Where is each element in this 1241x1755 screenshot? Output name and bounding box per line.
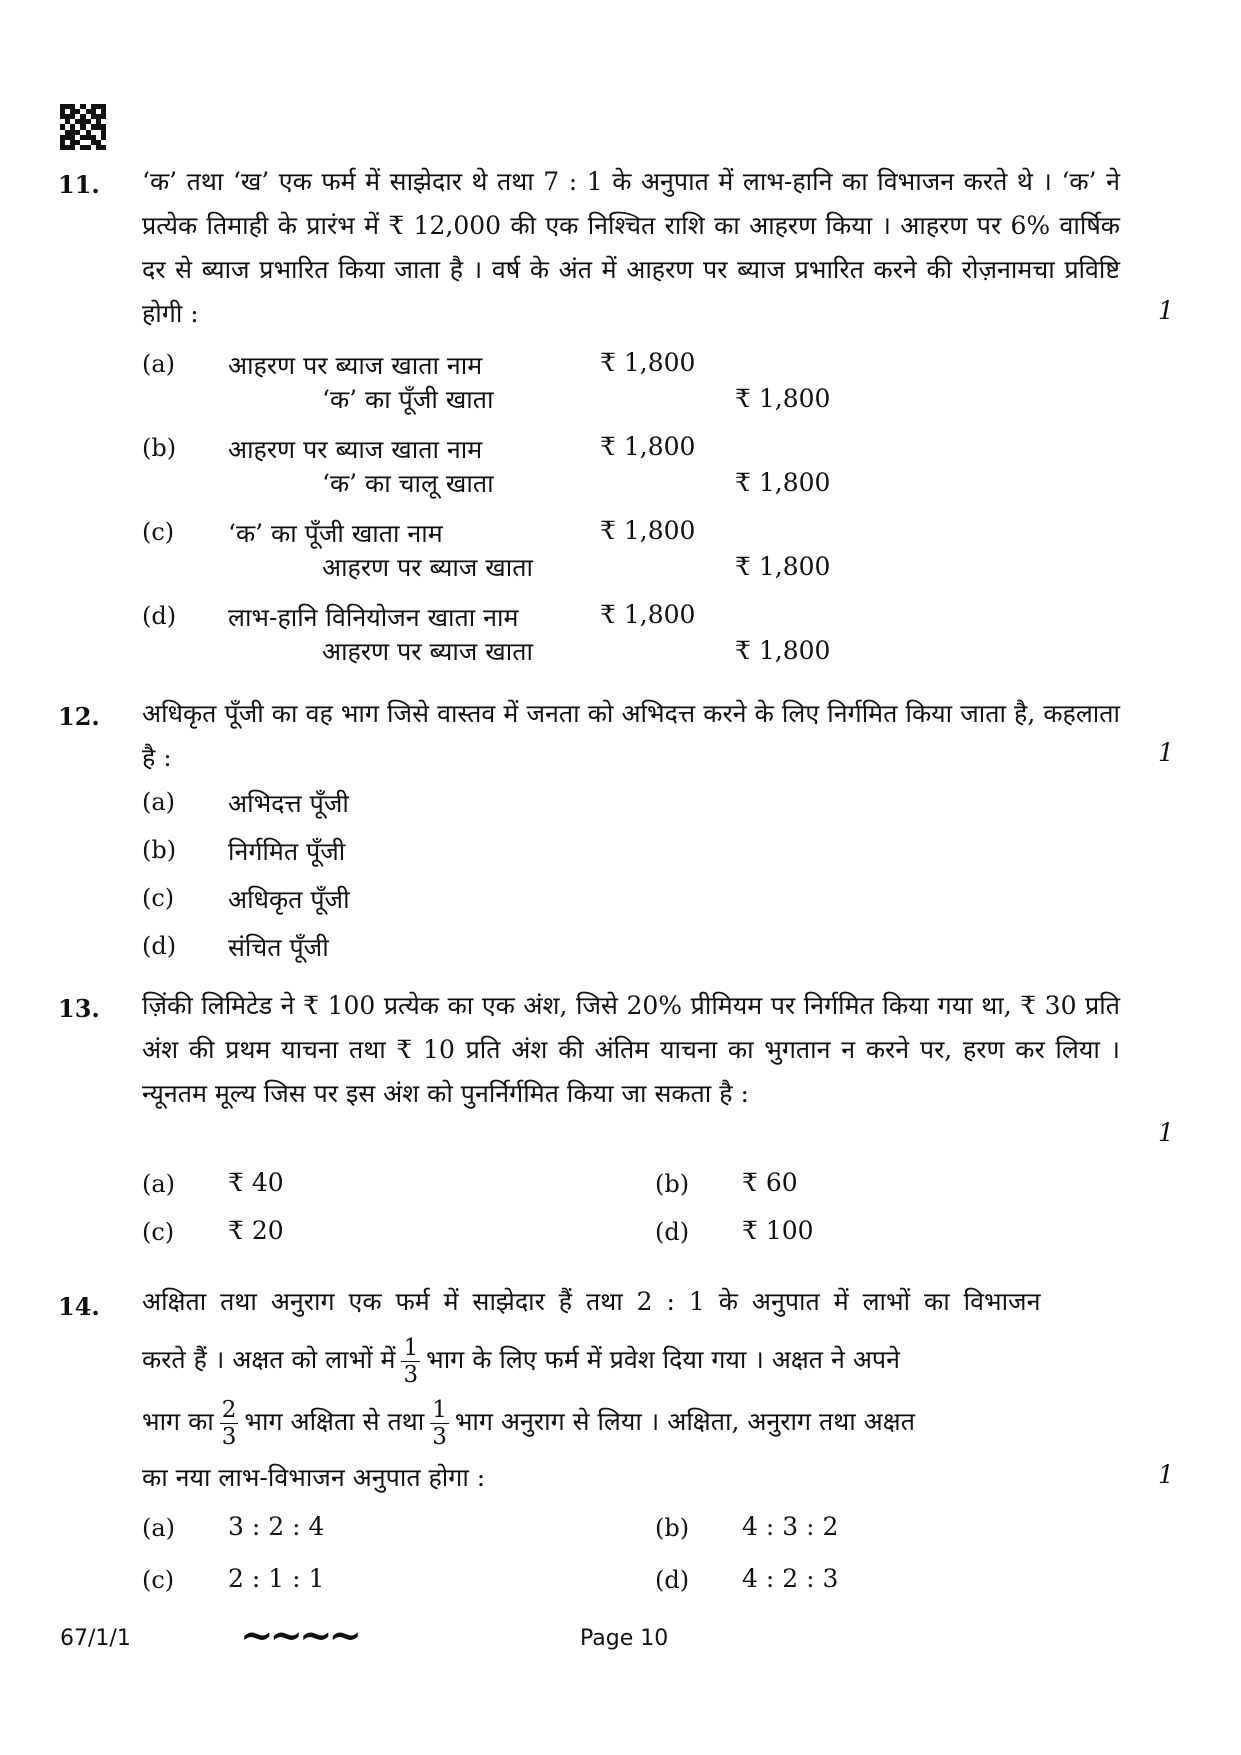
tilde-ornament: ~~~~ — [240, 1612, 359, 1659]
fraction-numerator: 1 — [432, 1397, 447, 1423]
option-letter: (c) — [142, 1218, 175, 1246]
question-line-3 — [142, 1392, 1120, 1452]
debit-entry: ‘क’ का पूँजी खाता नाम — [228, 519, 443, 548]
option-text: ₹ 20 — [228, 1216, 284, 1245]
option-letter: (a) — [142, 1170, 176, 1198]
option-text: ₹ 40 — [228, 1168, 284, 1197]
option-letter: (b) — [655, 1170, 690, 1198]
question-text: ज़िंकी लिमिटेड ने ₹ 100 प्रत्येक का एक अंश, जिसे 20% प्रीमियम पर निर्गमित किया गया था, ₹ 30 प्रति अंश की प्रथम याचना तथा ₹ 10 प्रति अंश की अंतिम याचना का भुगतान न करने पर, हरण कर लिया । न्यूनतम मूल्य जिस पर इस अंश को पुनर्निर्गमित किया जा सकता है : — [142, 991, 1120, 1108]
debit-entry: आहरण पर ब्याज खाता नाम — [228, 435, 483, 464]
fraction-denominator: 3 — [221, 1424, 237, 1450]
option-letter: (a) — [142, 788, 176, 816]
fraction-denominator: 3 — [403, 1362, 419, 1388]
text-segment: भाग अक्षिता से तथा — [244, 1407, 425, 1436]
debit-amount: ₹ 1,800 — [600, 432, 696, 461]
question-number: 12. — [58, 702, 100, 731]
question-number: 13. — [58, 994, 100, 1023]
question-line-4: का नया लाभ-विभाजन अनुपात होगा : — [142, 1463, 486, 1492]
text-segment: भाग के लिए फर्म में प्रवेश दिया गया । अक्षत ने अपने — [426, 1345, 900, 1374]
debit-amount: ₹ 1,800 — [600, 600, 696, 629]
credit-amount: ₹ 1,800 — [735, 636, 831, 665]
option-letter: (d) — [142, 932, 177, 960]
option-letter: (a) — [142, 1514, 176, 1542]
option-letter: (c) — [142, 1566, 175, 1594]
debit-entry: आहरण पर ब्याज खाता नाम — [228, 351, 483, 380]
credit-entry: ‘क’ का पूँजी खाता — [322, 385, 494, 414]
option-text: ₹ 60 — [742, 1168, 798, 1197]
credit-entry: आहरण पर ब्याज खाता — [322, 553, 533, 582]
marks: 1 — [1158, 1118, 1174, 1147]
credit-entry: आहरण पर ब्याज खाता — [322, 637, 533, 666]
option-letter: (b) — [142, 434, 177, 462]
question-text: ‘क’ तथा ‘ख’ एक फर्म में साझेदार थे तथा 7 : 1 के अनुपात में लाभ-हानि का विभाजन करते थे । ‘क’ ने प्रत्येक तिमाही के प्रारंभ में ₹ 12,000 की एक निश्चित राशि का आहरण किया । आहरण पर 6% वार्षिक दर से ब्याज प्रभारित किया जाता है । वर्ष के अंत में आहरण पर ब्याज प्रभारित करने की रोज़नामचा प्रविष्टि होगी : — [142, 167, 1120, 328]
question-line-2 — [142, 1330, 1120, 1390]
marks: 1 — [1158, 1460, 1174, 1489]
credit-amount: ₹ 1,800 — [735, 384, 831, 413]
text-segment: भाग अनुराग से लिया । अक्षिता, अनुराग तथा अक्षत — [454, 1407, 915, 1436]
option-text: 3 : 2 : 4 — [228, 1512, 325, 1541]
fraction-one-third — [401, 1335, 420, 1388]
option-text: अधिकृत पूँजी — [228, 885, 350, 914]
option-text: 4 : 3 : 2 — [742, 1512, 839, 1541]
credit-entry: ‘क’ का चालू खाता — [322, 469, 494, 498]
marks: 1 — [1158, 738, 1174, 767]
page-number: Page 10 — [580, 1626, 669, 1651]
question-text: अधिकृत पूँजी का वह भाग जिसे वास्तव में जनता को अभिदत्त करने के लिए निर्गमित किया जाता है, कहलाता है : — [142, 699, 1120, 772]
question-number: 14. — [58, 1292, 100, 1321]
option-letter: (c) — [142, 884, 175, 912]
option-letter: (b) — [142, 836, 177, 864]
debit-entry: लाभ-हानि विनियोजन खाता नाम — [228, 603, 519, 632]
option-text: ₹ 100 — [742, 1216, 814, 1245]
marks: 1 — [1158, 296, 1174, 325]
debit-amount: ₹ 1,800 — [600, 348, 696, 377]
debit-amount: ₹ 1,800 — [600, 516, 696, 545]
text-segment: करते हैं । अक्षत को लाभों में — [142, 1345, 396, 1374]
fraction-numerator: 2 — [221, 1397, 237, 1423]
option-text: अभिदत्त पूँजी — [228, 789, 349, 818]
option-text: 2 : 1 : 1 — [228, 1564, 325, 1593]
option-text: संचित पूँजी — [228, 933, 329, 962]
option-letter: (d) — [655, 1566, 690, 1594]
option-text: 4 : 2 : 3 — [742, 1564, 839, 1593]
credit-amount: ₹ 1,800 — [735, 552, 831, 581]
paper-code: 67/1/1 — [60, 1626, 131, 1651]
question-number: 11. — [58, 170, 100, 199]
fraction-denominator: 3 — [432, 1424, 447, 1450]
fraction-numerator: 1 — [403, 1335, 419, 1361]
option-letter: (b) — [655, 1514, 690, 1542]
option-letter: (d) — [142, 602, 177, 630]
option-letter: (c) — [142, 518, 175, 546]
fraction-one-third — [430, 1397, 449, 1450]
credit-amount: ₹ 1,800 — [735, 468, 831, 497]
fraction-two-thirds — [220, 1397, 239, 1450]
text-segment: भाग का — [142, 1407, 214, 1436]
qr-code — [60, 104, 106, 150]
option-text: निर्गमित पूँजी — [228, 837, 346, 866]
option-letter: (a) — [142, 350, 176, 378]
option-letter: (d) — [655, 1218, 690, 1246]
question-line-1: अक्षिता तथा अनुराग एक फर्म में साझेदार हैं तथा 2 : 1 के अनुपात में लाभों का विभाजन — [142, 1287, 1041, 1316]
